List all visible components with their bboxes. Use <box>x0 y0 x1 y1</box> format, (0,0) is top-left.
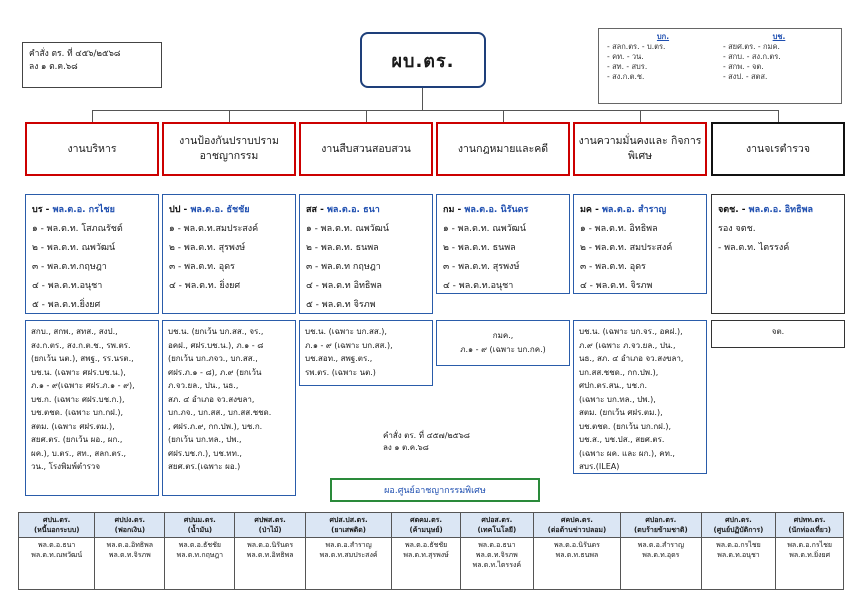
unit-line: บช.ตชด. (ยกเว้น บก.กฝ.), <box>579 421 672 431</box>
unit-line: สยศ.ตร.(เฉพาะ ผอ.) <box>168 462 241 471</box>
department-units-box <box>711 320 845 348</box>
department-box <box>573 122 707 176</box>
unit-line: นธ., สภ. ๔ อำเภอ จว.สงขลา, <box>579 354 684 363</box>
department-box <box>436 122 570 176</box>
connector-drop <box>229 110 230 122</box>
department-members-box <box>25 194 159 314</box>
department-chief: จตช. - พล.ต.อ. อิทธิพล <box>718 205 814 215</box>
order-date: ลง ๑ ต.ค.๖๘ <box>29 62 78 72</box>
member-line: ๑ - พล.ต.ท. ณพวัฒน์ <box>306 224 389 234</box>
legend-col-bch <box>723 32 835 82</box>
head-box <box>360 32 486 88</box>
table-header-cell: ศตคม.ตร. (ค้ามนุษย์) <box>392 513 461 538</box>
legend-line: - สท. - สบร. <box>607 62 648 71</box>
unit-line: ศปก.ตร.สน., บช.ก. <box>579 381 647 390</box>
unit-line: ศฝร.บช.ก.), บช.ทท., <box>168 448 242 458</box>
member-line: ๒ - พล.ต.ท. ธนพล <box>443 243 516 253</box>
unit-line: (ยกเว้น บก.ทล., ปพ., <box>168 435 242 444</box>
department-units-box <box>573 320 707 474</box>
table-header-cell: ศปทท.ตร. (นักท่องเที่ยว) <box>776 513 844 538</box>
department-box <box>711 122 845 176</box>
order-reference-top <box>22 42 162 88</box>
order-reference-bottom <box>375 424 495 466</box>
unit-line: บช.น. (เฉพาะ บก.สส.), <box>305 327 387 336</box>
legend-line: - สกพ. - จต. <box>723 62 764 71</box>
table-header-cell: ศปปง.ตร. (ฟอกเงิน) <box>95 513 165 538</box>
member-line: ๒ - พล.ต.ท. ณพวัฒน์ <box>32 243 116 253</box>
order-number: คำสั่ง ตร. ที่ ๔๕๖/๒๕๖๘ <box>29 49 121 59</box>
unit-line: ภ.๙ (เฉพาะ ภ.จว.ยล., ปน., <box>579 340 676 350</box>
member-line: ๑ - พล.ต.ท.สมประสงค์ <box>169 224 259 234</box>
department-name: งานจเรตำรวจ <box>746 142 810 155</box>
unit-line: , ศฝร.ภ.๙, กก.ปพ.), บช.ก. <box>168 421 263 431</box>
member-line: ๓ - พล.ต.ท.กฤษฎา <box>32 262 107 272</box>
department-name: งานบริหาร <box>67 142 117 155</box>
unit-line: บช.น. (ยกเว้น บก.สส., จร., <box>168 327 264 336</box>
legend-line: - สง.ก.ต.ช. <box>607 72 645 81</box>
member-line: ๕ - พล.ต.ท จิรภพ <box>306 300 376 310</box>
table-header-cell: ศคปค.ตร. (ต่อต้านข่าวปลอม) <box>533 513 620 538</box>
unit-line: ศฝร.ภ.๑ - ๘), ภ.๙ (ยกเว้น <box>168 367 262 377</box>
member-line: ๒ - พล.ต.ท. สมประสงค์ <box>580 243 673 253</box>
member-line: - พล.ต.ท. ไตรรงค์ <box>718 243 790 253</box>
member-line: รอง จตช. <box>718 224 756 234</box>
unit-line: บช.น. (เฉพาะ ศฝร.บช.น.), <box>31 367 126 377</box>
unit-line: สตม. (เฉพาะ ศฝร.ตม.), <box>31 421 115 431</box>
member-line: ๕ - พล.ต.ท.ยิ่งยศ <box>32 300 101 310</box>
unit-line: จต. <box>771 327 785 336</box>
table-header-cell: ศปพส.ตร. (ป่าไม้) <box>235 513 305 538</box>
connector-vertical-main <box>422 88 423 110</box>
table-cell: พล.ต.อ.กรไชย พล.ต.ท.ยิ่งยศ <box>776 538 844 590</box>
department-box <box>299 122 433 176</box>
member-line: ๑ - พล.ต.ท. โสภณรัชต์ <box>32 224 123 234</box>
department-name: งานสืบสวนสอบสวน <box>321 142 411 155</box>
table-cell: พล.ต.อ.ธนา พล.ต.ท.จิรภพ พล.ต.ท.ไตรรงค์ <box>460 538 533 590</box>
department-members-box <box>299 194 433 314</box>
unit-line: วน., โรงพิมพ์ตำรวจ <box>31 462 101 471</box>
unit-line: (เฉพาะ ผค. และ ผก.), คท., <box>579 448 675 458</box>
special-crime-center-label: ผอ.ศูนย์อาชญากรรมพิเศษ <box>384 486 486 496</box>
department-chief: บร - พล.ต.อ. กรไชย <box>32 205 115 215</box>
member-line: ๔ - พล.ต.ท.อนุชา <box>443 281 514 291</box>
order-date: ลง ๑ ต.ค.๖๘ <box>383 443 429 452</box>
connector-drop <box>366 110 367 122</box>
unit-line: (เฉพาะ บก.ทล., ปพ.), <box>579 394 656 404</box>
unit-line: สภ. ๔ อำเภอ จว.สงขลา, <box>168 394 255 404</box>
member-line: ๓ - พล.ต.ท. อุดร <box>580 262 646 272</box>
member-line: ๑ - พล.ต.ท. อิทธิพล <box>580 224 658 234</box>
table-cell: พล.ต.อ.สำราญ พล.ต.ท.สมประสงค์ <box>305 538 391 590</box>
unit-line: รพ.ตร. (เฉพาะ นต.) <box>305 367 376 377</box>
table-header-cell: ศปนม.ตร. (น้ำมัน) <box>165 513 235 538</box>
table-cell: พล.ต.อ.อิทธิพล พล.ต.ท.จิรภพ <box>95 538 165 590</box>
unit-line: บช.น. (เฉพาะ บก.จร., อคฝ.), <box>579 327 683 336</box>
member-line: ๒ - พล.ต.ท. ธนพล <box>306 243 379 253</box>
table-cell: พล.ต.อ.นิรันดร พล.ต.ท.ธนพล <box>533 538 620 590</box>
unit-line: สง.ก.ตร., สง.ก.ต.ช., รพ.ตร. <box>31 340 131 350</box>
unit-line: ภ.จว.ยล., ปน., นธ., <box>168 381 239 390</box>
department-units-box <box>436 320 570 366</box>
legend-header: บช. <box>772 32 786 41</box>
member-line: ๒ - พล.ต.ท. สุรพงษ์ <box>169 243 246 253</box>
member-line: ๔ - พล.ต.ท.อนุชา <box>32 281 103 291</box>
table-cell: พล.ต.อ.กรไชย พล.ต.ท.อนุชา <box>701 538 776 590</box>
centers-table <box>18 512 844 590</box>
unit-line: สกบ., สกพ., สทส., สงป., <box>31 327 118 336</box>
department-box <box>162 122 296 176</box>
table-row <box>19 538 844 590</box>
department-chief: ปป - พล.ต.อ. ธัชชัย <box>169 205 250 215</box>
department-name: งานกฎหมายและคดี <box>457 142 549 155</box>
unit-line: สยศ.ตร. (ยกเว้น ผอ., ผก., <box>31 435 123 444</box>
connector-drop <box>503 110 504 122</box>
member-line: ๓ - พล.ต.ท. อุดร <box>169 262 235 272</box>
table-header-cell: ศปก.ตร. (ศูนย์ปฏิบัติการ) <box>701 513 776 538</box>
unit-line: บก.สส.ชชด., กก.ปพ.), <box>579 367 659 377</box>
unit-line: ภ.๑ - ๙ (เฉพาะ บก.สส.), <box>305 340 393 350</box>
department-units-box <box>162 320 296 496</box>
unit-line: บช.ตชด. (เฉพาะ บก.กฝ.), <box>31 408 124 417</box>
member-line: ๔ - พล.ต.ท. ยิ่งยศ <box>169 281 241 291</box>
special-crime-center-box <box>330 478 540 502</box>
connector-drop <box>92 110 93 122</box>
unit-line: สบร.(ILEA) <box>579 462 620 471</box>
unit-line: สตม. (ยกเว้น ศฝร.ตม.), <box>579 408 663 417</box>
department-chief: สส - พล.ต.อ. ธนา <box>306 205 380 215</box>
department-box <box>25 122 159 176</box>
department-members-box <box>711 194 845 314</box>
connector-drop <box>778 110 779 122</box>
member-line: ๓ - พล.ต.ท กฤษฎา <box>306 262 381 272</box>
unit-line: กมค., <box>492 331 514 340</box>
unit-line: ผค.), บ.ตร., สท., สลก.ตร., <box>31 448 127 458</box>
department-members-box <box>162 194 296 314</box>
table-cell: พล.ต.อ.ธนา พล.ต.ท.ณพวัฒน์ <box>19 538 95 590</box>
legend-box <box>598 28 842 104</box>
legend-line: - สยศ.ตร. - กมค. <box>723 42 780 51</box>
table-header-cell: ศปอก.ตร. (ตบร้ายข้ามชาติ) <box>621 513 701 538</box>
unit-line: (ยกเว้น บก.ภจว., บก.สส., <box>168 354 258 363</box>
department-units-box <box>299 320 433 386</box>
table-cell: พล.ต.อ.ธัชชัย พล.ต.ท.สุรพงษ์ <box>392 538 461 590</box>
unit-line: บช.สอท., สพฐ.ตร., <box>305 354 373 363</box>
head-title: ผบ.ตร. <box>391 50 455 72</box>
table-cell: พล.ต.อ.สำราญ พล.ต.ท.อุดร <box>621 538 701 590</box>
department-name: งานความมั่นคงและ กิจการพิเศษ <box>578 135 702 162</box>
member-line: ๑ - พล.ต.ท. ณพวัฒน์ <box>443 224 526 234</box>
member-line: ๔ - พล.ต.ท. จิรภพ <box>580 281 653 291</box>
table-header-cell: ศปน.ตร. (หนี้นอกระบบ) <box>19 513 95 538</box>
connector-horizontal-bus <box>92 110 778 111</box>
order-number: คำสั่ง ตร. ที่ ๔๕๗/๒๕๖๘ <box>383 431 470 440</box>
legend-col-bk <box>607 32 719 82</box>
member-line: ๔ - พล.ต.ท อิทธิพล <box>306 281 382 291</box>
unit-line: ภ.๑ - ๙(เฉพาะ ศฝร.ภ.๑ - ๙), <box>31 381 135 390</box>
legend-line: - สงป. - สตส. <box>723 72 768 81</box>
legend-line: - คท. - วน. <box>607 52 644 61</box>
table-header-row <box>19 513 844 538</box>
unit-line: บช.ส., บช.ปส., สยศ.ตร. <box>579 435 665 444</box>
connector-drop <box>640 110 641 122</box>
department-members-box <box>573 194 707 294</box>
table-cell: พล.ต.อ.นิรันดร พล.ต.ท.อิทธิพล <box>235 538 305 590</box>
unit-line: บช.ก. (เฉพาะ ศฝร.บช.ก.), <box>31 394 125 404</box>
unit-line: อคฝ., ศฝร.บช.น.), ภ.๑ - ๘ <box>168 340 264 350</box>
department-chief: กม - พล.ต.อ. นิรันดร <box>443 205 529 215</box>
legend-header: บก. <box>656 32 670 41</box>
department-units-box <box>25 320 159 496</box>
department-chief: มค - พล.ต.อ. สำราญ <box>580 205 667 215</box>
department-name: งานป้องกันปราบปราม อาชญากรรม <box>179 135 279 162</box>
member-line: ๓ - พล.ต.ท. สุรพงษ์ <box>443 262 520 272</box>
department-members-box <box>436 194 570 294</box>
table-header-cell: ศปส.ปส.ตร. (ยาเสพติด) <box>305 513 391 538</box>
unit-line: บก.ภจ., บก.สส., บก.สส.ชชด. <box>168 408 272 417</box>
legend-line: - สกบ. - สง.ก.ตร. <box>723 52 781 61</box>
unit-line: ภ.๑ - ๙ (เฉพาะ บก.กค.) <box>460 344 546 354</box>
legend-line: - สลก.ตร. - บ.ตร. <box>607 42 666 51</box>
unit-line: (ยกเว้น นต.), สพฐ., รร.นรต., <box>31 354 134 363</box>
table-cell: พล.ต.อ.ธัชชัย พล.ต.ท.กฤษฎา <box>165 538 235 590</box>
table-header-cell: ศปอส.ตร. (เทคโนโลยี) <box>460 513 533 538</box>
